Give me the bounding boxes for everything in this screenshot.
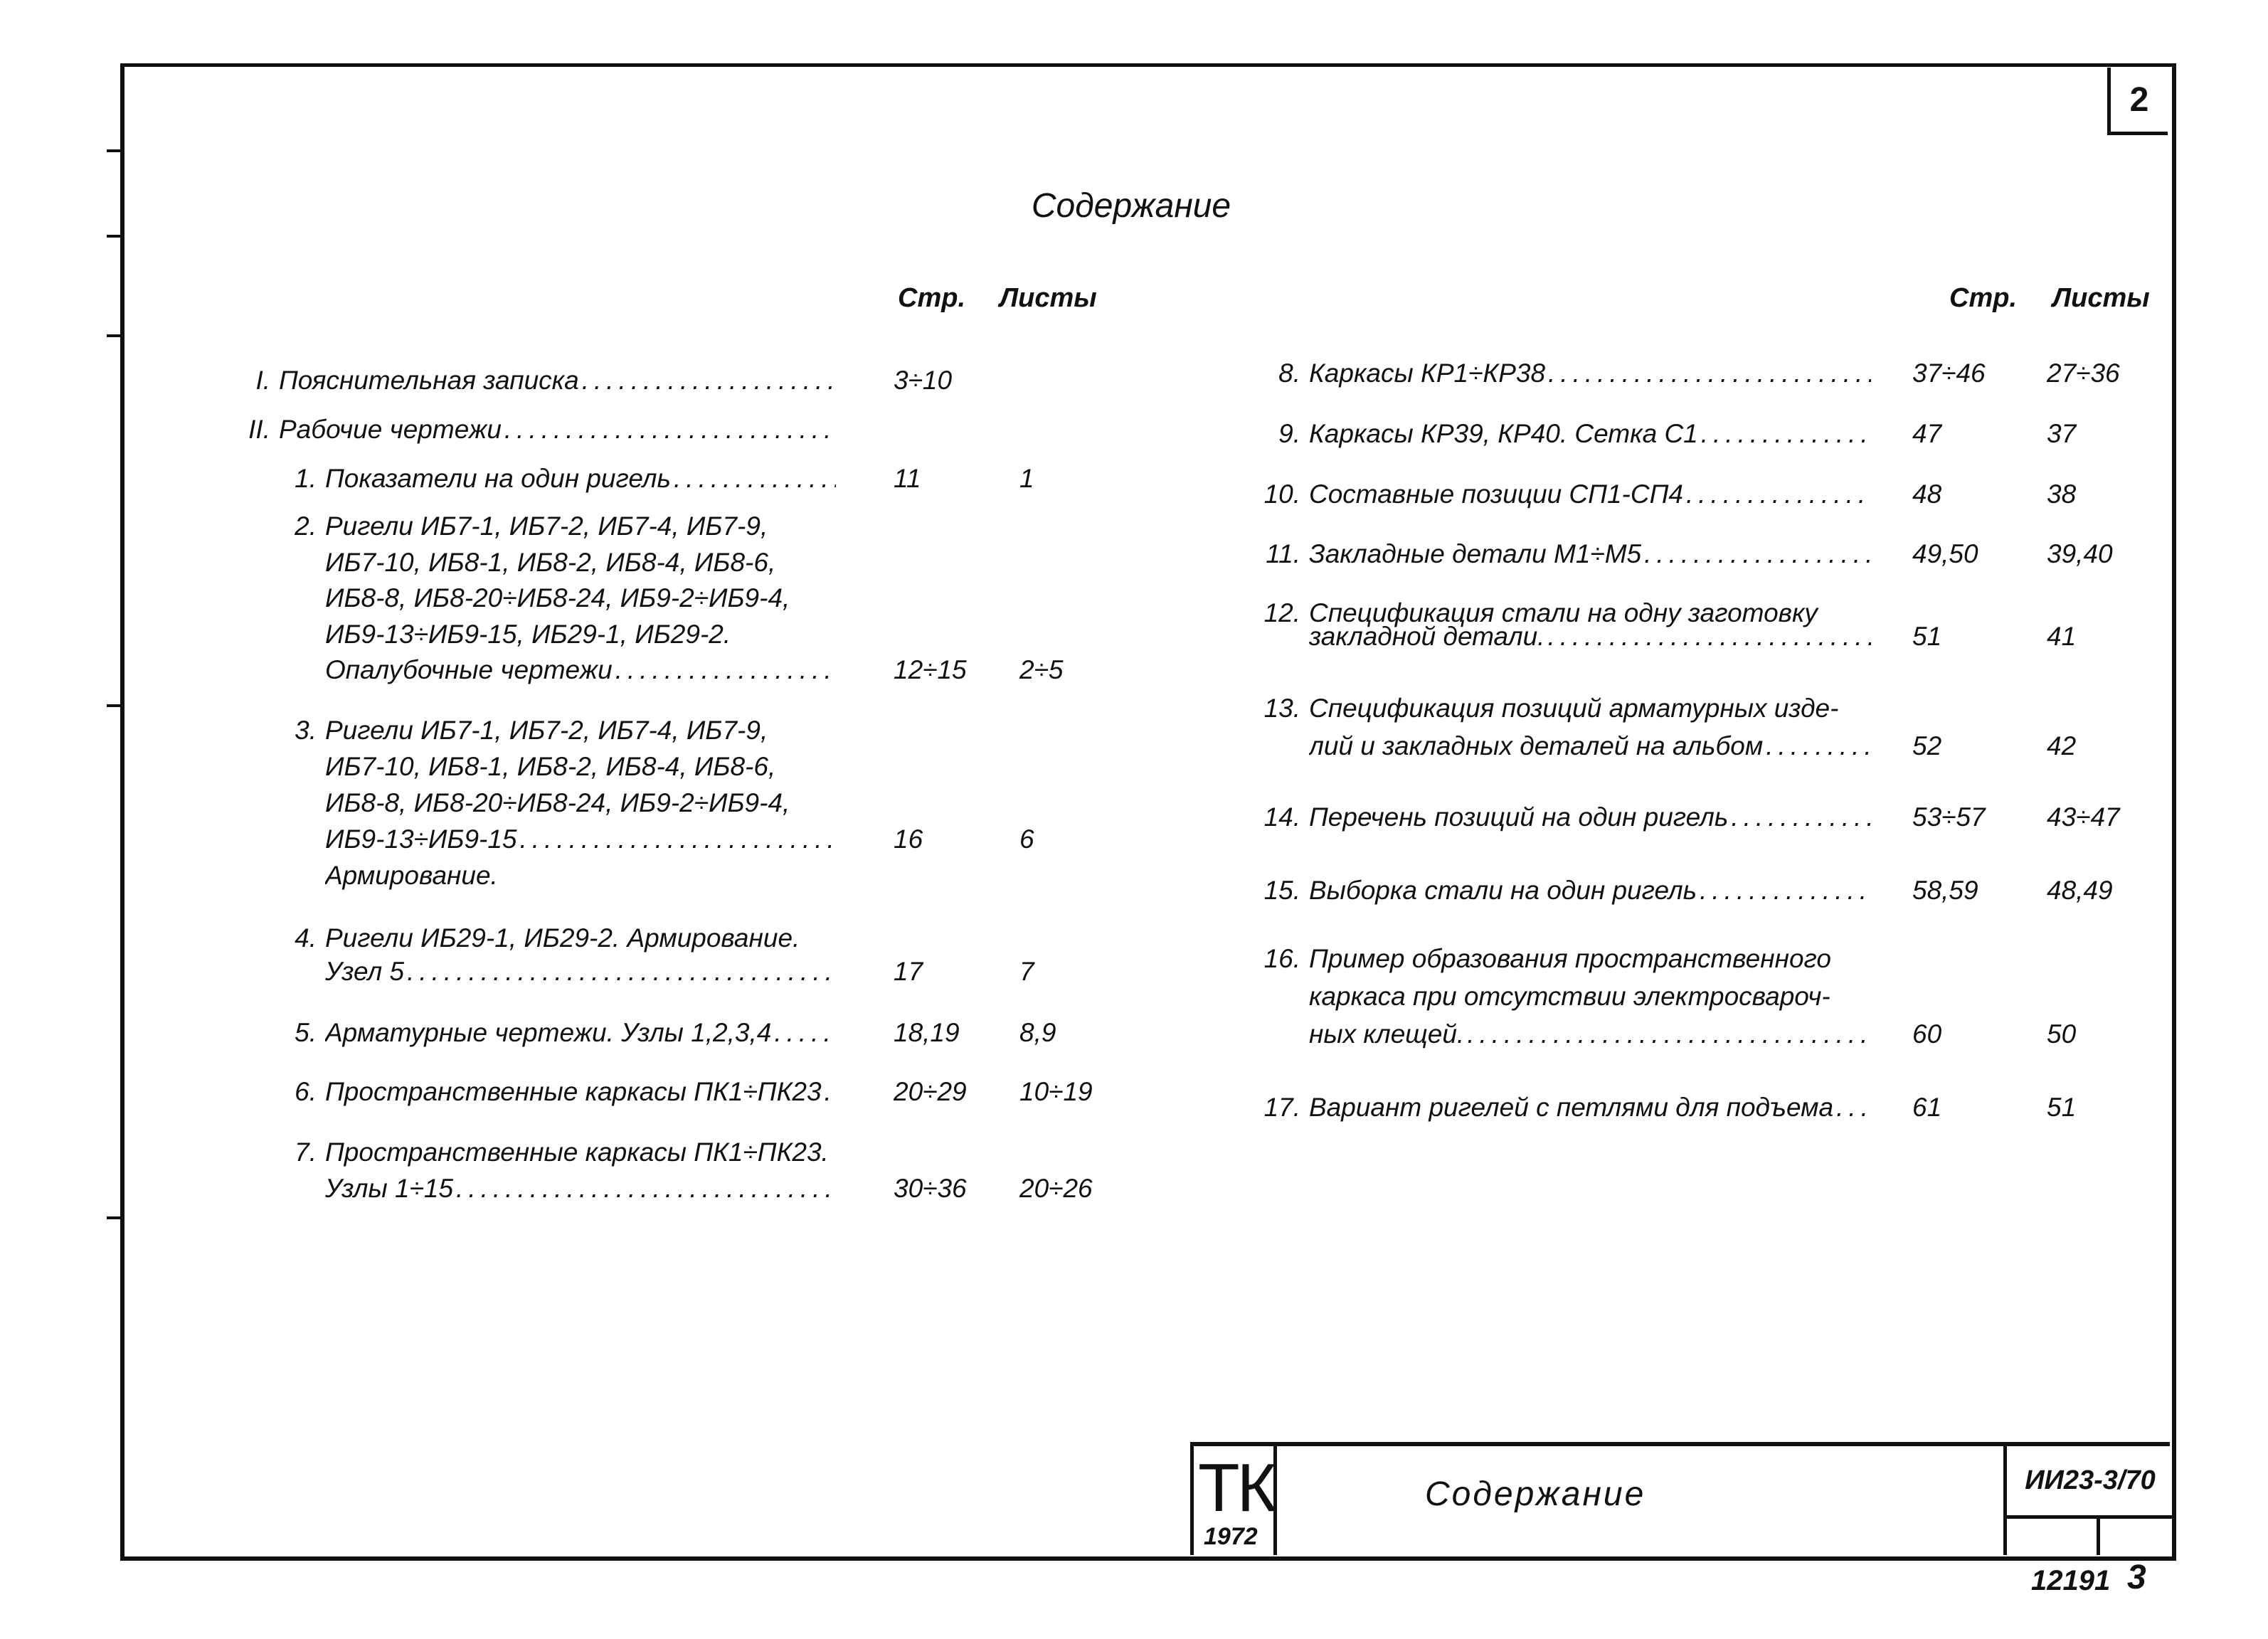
toc-sheet-number: 6 xyxy=(1019,824,1034,854)
toc-entry-text: Ригели ИБ29-1, ИБ29-2. Армирование. xyxy=(325,923,800,953)
year: 1972 xyxy=(1204,1523,1258,1550)
toc-entry-line[interactable] xyxy=(325,1074,836,1110)
toc-sheet-number: 1 xyxy=(1019,464,1034,493)
toc-sheet-number: 10÷19 xyxy=(1019,1077,1093,1106)
left-header-page: Стр. xyxy=(898,283,965,313)
toc-sheet-number: 41 xyxy=(2047,622,2077,651)
toc-entry-text: Арматурные чертежи. Узлы 1,2,3,4 xyxy=(325,1018,772,1047)
toc-sheet-number: 39,40 xyxy=(2047,539,2113,568)
toc-entry-line[interactable] xyxy=(1309,1090,1871,1125)
toc-entry-line[interactable] xyxy=(325,858,836,893)
toc-entry-number: 7. xyxy=(295,1137,317,1167)
dot-leader xyxy=(1731,800,1871,835)
toc-sheet-number: 42 xyxy=(2047,731,2077,760)
margin-tick xyxy=(107,149,122,152)
toc-page-number: 17 xyxy=(894,957,923,986)
toc-entry-line[interactable] xyxy=(1309,536,1871,572)
dot-leader xyxy=(1766,728,1871,764)
toc-sheet-number: 50 xyxy=(2047,1019,2077,1049)
title-block-name: Содержание xyxy=(1425,1475,1646,1513)
toc-entry-line[interactable] xyxy=(279,363,836,398)
toc-page-number: 49,50 xyxy=(1912,539,1978,568)
toc-sheet-number: 27÷36 xyxy=(2047,359,2120,388)
toc-page-number: 47 xyxy=(1912,419,1942,448)
right-header-sheets: Листы xyxy=(2052,283,2150,313)
toc-entry-line[interactable] xyxy=(325,954,836,990)
inventory-number: 12191 xyxy=(2031,1565,2111,1596)
toc-entry-line[interactable] xyxy=(1309,1017,1871,1052)
toc-entry-line[interactable] xyxy=(1309,800,1871,835)
dot-leader xyxy=(825,1074,836,1110)
dot-leader xyxy=(615,652,836,688)
toc-entry-number: 10. xyxy=(1263,479,1300,509)
toc-page-number: 20÷29 xyxy=(894,1077,967,1106)
toc-entry-number: 5. xyxy=(295,1018,317,1047)
toc-entry-text: Пояснительная записка xyxy=(279,366,579,395)
toc-entry-number: 8. xyxy=(1278,359,1300,388)
toc-sheet-number: 48,49 xyxy=(2047,876,2113,905)
toc-entry-line[interactable] xyxy=(325,749,836,785)
toc-page-number: 11 xyxy=(894,464,921,493)
toc-entry-line[interactable] xyxy=(1309,873,1871,908)
toc-entry-number: 12. xyxy=(1263,598,1300,627)
toc-entry-number: 1. xyxy=(295,464,317,493)
toc-entry-text: ИБ7-10, ИБ8-1, ИБ8-2, ИБ8-4, ИБ8-6, xyxy=(325,752,776,781)
toc-page-number: 61 xyxy=(1912,1093,1942,1122)
toc-sheet-number: 51 xyxy=(2047,1093,2077,1122)
toc-entry-number: 11. xyxy=(1266,539,1300,568)
toc-entry-number: 4. xyxy=(295,923,317,953)
toc-entry-text: Опалубочные чертежи xyxy=(325,655,613,684)
toc-entry-number: 16. xyxy=(1263,944,1300,973)
toc-page-number: 18,19 xyxy=(894,1018,960,1047)
toc-entry-number: 9. xyxy=(1278,419,1300,448)
toc-page-number: 60 xyxy=(1912,1019,1942,1049)
toc-entry-line[interactable] xyxy=(279,412,836,447)
title-block-empty-cell xyxy=(2003,1519,2100,1555)
toc-page-number: 12÷15 xyxy=(894,655,967,684)
toc-entry-text: Закладные детали М1÷М5 xyxy=(1309,539,1642,568)
toc-entry-text: ИБ9-13÷ИБ9-15, ИБ29-1, ИБ29-2. xyxy=(325,619,731,649)
toc-entry-text: Ригели ИБ7-1, ИБ7-2, ИБ7-4, ИБ7-9, xyxy=(325,716,768,745)
toc-entry-number: II. xyxy=(248,415,270,444)
toc-entry-text: ИБ8-8, ИБ8-20÷ИБ8-24, ИБ9-2÷ИБ9-4, xyxy=(325,788,790,817)
dot-leader xyxy=(1644,536,1871,572)
toc-entry-text: лий и закладных деталей на альбом xyxy=(1309,731,1764,760)
toc-entry-text: ИБ8-8, ИБ8-20÷ИБ8-24, ИБ9-2÷ИБ9-4, xyxy=(325,583,790,612)
margin-tick xyxy=(107,1216,122,1219)
toc-entry-number: 15. xyxy=(1263,876,1300,905)
toc-sheet-number: 7 xyxy=(1019,957,1034,986)
toc-entry-text: ИБ9-13÷ИБ9-15 xyxy=(325,824,517,854)
toc-entry-number: I. xyxy=(255,366,270,395)
dot-leader xyxy=(1548,356,1871,391)
toc-entry-line[interactable] xyxy=(325,652,836,688)
toc-entry-text: Рабочие чертежи xyxy=(279,415,502,444)
toc-entry-number: 2. xyxy=(295,511,317,541)
toc-entry-text: Узел 5 xyxy=(325,957,405,986)
margin-tick xyxy=(107,334,122,337)
toc-page-number: 52 xyxy=(1912,731,1942,760)
toc-entry-text: Ригели ИБ7-1, ИБ7-2, ИБ7-4, ИБ7-9, xyxy=(325,511,768,541)
toc-entry-text: Вариант ригелей с петлями для подъема xyxy=(1309,1093,1834,1122)
toc-page-number: 48 xyxy=(1912,479,1942,509)
toc-entry-number: 14. xyxy=(1263,802,1300,832)
toc-entry-text: Армирование. xyxy=(325,861,498,890)
toc-entry-number: 3. xyxy=(295,716,317,745)
dot-leader xyxy=(1701,416,1871,452)
page-number-box: 2 xyxy=(2107,68,2168,135)
dot-leader xyxy=(674,461,836,497)
toc-entry-line[interactable] xyxy=(1309,477,1871,512)
toc-entry-line[interactable] xyxy=(325,785,836,821)
margin-tick xyxy=(107,704,122,707)
toc-entry-line[interactable] xyxy=(1309,728,1871,764)
toc-entry-text: ИБ7-10, ИБ8-1, ИБ8-2, ИБ8-4, ИБ8-6, xyxy=(325,547,776,577)
toc-page-number: 58,59 xyxy=(1912,876,1978,905)
toc-sheet-number: 43÷47 xyxy=(2047,802,2120,832)
dot-leader xyxy=(774,1015,836,1051)
toc-entry-text: ных клещей. xyxy=(1309,1019,1465,1049)
dot-leader xyxy=(1686,477,1871,512)
toc-sheet-number: 8,9 xyxy=(1019,1018,1056,1047)
toc-entry-line[interactable] xyxy=(1309,979,1871,1014)
toc-page-number: 51 xyxy=(1912,622,1942,651)
dot-leader xyxy=(1547,619,1871,654)
toc-page-number: 3÷10 xyxy=(894,366,953,395)
toc-sheet-number: 2÷5 xyxy=(1019,655,1064,684)
toc-entry-text: закладной детали. xyxy=(1309,622,1545,651)
dot-leader xyxy=(1836,1090,1871,1125)
toc-entry-line[interactable] xyxy=(1309,691,1871,726)
dot-leader xyxy=(504,412,836,447)
toc-page-number: 30÷36 xyxy=(894,1174,967,1203)
toc-sheet-number: 20÷26 xyxy=(1019,1174,1093,1203)
title-block-code: ИИ23-3/70 xyxy=(2003,1446,2173,1519)
toc-entry-line[interactable] xyxy=(325,822,836,857)
toc-entry-line[interactable] xyxy=(1309,416,1871,452)
toc-entry-text: каркаса при отсутствии электросвароч- xyxy=(1309,982,1830,1011)
toc-entry-text: Каркасы КР39, КР40. Сетка С1 xyxy=(1309,419,1698,448)
toc-entry-text: Показатели на один ригель xyxy=(325,464,672,493)
toc-entry-text: Пример образования пространственного xyxy=(1309,944,1831,973)
toc-entry-text: Пространственные каркасы ПК1÷ПК23 xyxy=(325,1077,822,1106)
toc-page-number: 53÷57 xyxy=(1912,802,1986,832)
toc-entry-text: Составные позиции СП1-СП4 xyxy=(1309,479,1683,509)
toc-entry-line[interactable] xyxy=(325,509,836,544)
toc-entry-line[interactable] xyxy=(325,921,836,956)
dot-leader xyxy=(582,363,836,398)
toc-entry-line[interactable] xyxy=(325,545,836,580)
toc-entry-text: Спецификация стали на одну заготовку xyxy=(1309,598,1818,627)
toc-entry-line[interactable] xyxy=(325,713,836,748)
dot-leader xyxy=(520,822,836,857)
toc-sheet-number: 38 xyxy=(2047,479,2077,509)
title-block-org-cell xyxy=(1190,1446,1277,1555)
right-header-page: Стр. xyxy=(1949,283,2017,313)
toc-entry-line[interactable] xyxy=(325,617,836,652)
dot-leader xyxy=(407,954,836,990)
toc-entry-line[interactable] xyxy=(325,1135,836,1170)
toc-entry-line[interactable] xyxy=(1309,619,1871,654)
sheet-number: 3 xyxy=(2127,1559,2146,1596)
toc-entry-number: 17. xyxy=(1263,1093,1300,1122)
page-title: Содержание xyxy=(1031,187,1231,225)
toc-entry-number: 13. xyxy=(1263,694,1300,723)
toc-entry-text: Перечень позиций на один ригель xyxy=(1309,802,1729,832)
org-code: ТК xyxy=(1198,1450,1274,1526)
toc-page-number: 16 xyxy=(894,824,923,854)
toc-entry-line[interactable] xyxy=(325,580,836,616)
dot-leader xyxy=(1700,873,1871,908)
left-header-sheets: Листы xyxy=(1000,283,1097,313)
toc-entry-text: Пространственные каркасы ПК1÷ПК23. xyxy=(325,1137,829,1167)
toc-entry-text: Каркасы КР1÷КР38 xyxy=(1309,359,1546,388)
dot-leader xyxy=(1467,1017,1871,1052)
toc-entry-text: Спецификация позиций арматурных изде- xyxy=(1309,694,1839,723)
toc-entry-text: Выборка стали на один ригель xyxy=(1309,876,1697,905)
toc-entry-line[interactable] xyxy=(325,461,836,497)
toc-entry-number: 6. xyxy=(295,1077,317,1106)
toc-page-number: 37÷46 xyxy=(1912,359,1986,388)
toc-entry-line[interactable] xyxy=(325,1015,836,1051)
toc-entry-line[interactable] xyxy=(325,1171,836,1206)
margin-tick xyxy=(107,235,122,238)
dot-leader xyxy=(456,1171,836,1206)
toc-sheet-number: 37 xyxy=(2047,419,2077,448)
toc-entry-text: Узлы 1÷15 xyxy=(325,1174,454,1203)
toc-entry-line[interactable] xyxy=(1309,356,1871,391)
title-block xyxy=(1190,1442,2170,1559)
toc-entry-line[interactable] xyxy=(1309,941,1871,977)
